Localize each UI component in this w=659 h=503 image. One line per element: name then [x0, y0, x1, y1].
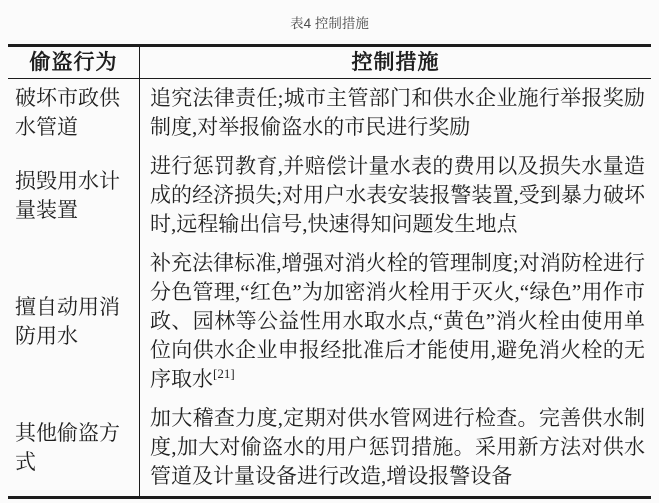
measure-cell [140, 399, 651, 496]
behavior-cell [8, 399, 140, 496]
behavior-cell [8, 147, 140, 244]
measure-text: 追究法律责任;城市主管部门和供水企业施行举报奖励制度,对举报偷盗水的市民进行奖励 [150, 86, 645, 139]
measure-cell [140, 244, 651, 399]
behavior-text: 其他偷盗方式 [15, 420, 120, 474]
behavior-text: 损毁用水计量装置 [15, 168, 120, 222]
measure-text: 加大稽查力度,定期对供水管网进行检查。完善供水制度,加大对偷盗水的用户惩罚措施。采用新方法对供水管道及计量设备进行改造,增设报警设备 [150, 406, 645, 488]
table-header-row [8, 47, 651, 79]
table-body [8, 79, 651, 496]
behavior-cell [8, 244, 140, 399]
measure-cell [140, 147, 651, 244]
measure-text: 补充法律标准,增强对消火栓的管理制度;对消防栓进行分色管理,“红色”为加密消火栓用于灭火,“绿色”用作市政、园林等公益性用水取水点,“黄色”消火栓由使用单位向供水企业申报经批准后才能使用,避免消火栓的无序取水 [150, 251, 645, 391]
header-control-measures: 控制措施 [351, 50, 440, 74]
table-row-unauthorized-fire-water [8, 244, 651, 399]
table-row-damage-municipal-pipes [8, 79, 651, 147]
behavior-cell [8, 79, 140, 147]
citation-ref: [21] [213, 366, 235, 381]
measure-cell [140, 79, 651, 147]
behavior-text: 擅自动用消防用水 [15, 294, 120, 348]
behavior-text: 破坏市政供水管道 [15, 86, 120, 139]
control-measures-table [8, 44, 651, 499]
measure-text: 进行惩罚教育,并赔偿计量水表的费用以及损失水量造成的经济损失;对用户水表安装报警装置,受到暴力破坏时,远程输出信号,快速得知问题发生地点 [150, 154, 645, 236]
table-row-damage-water-meters [8, 147, 651, 244]
table-row-other-theft-methods [8, 399, 651, 496]
table-caption: 表4 控制措施 [290, 16, 369, 31]
header-theft-behavior: 偷盗行为 [8, 47, 140, 78]
